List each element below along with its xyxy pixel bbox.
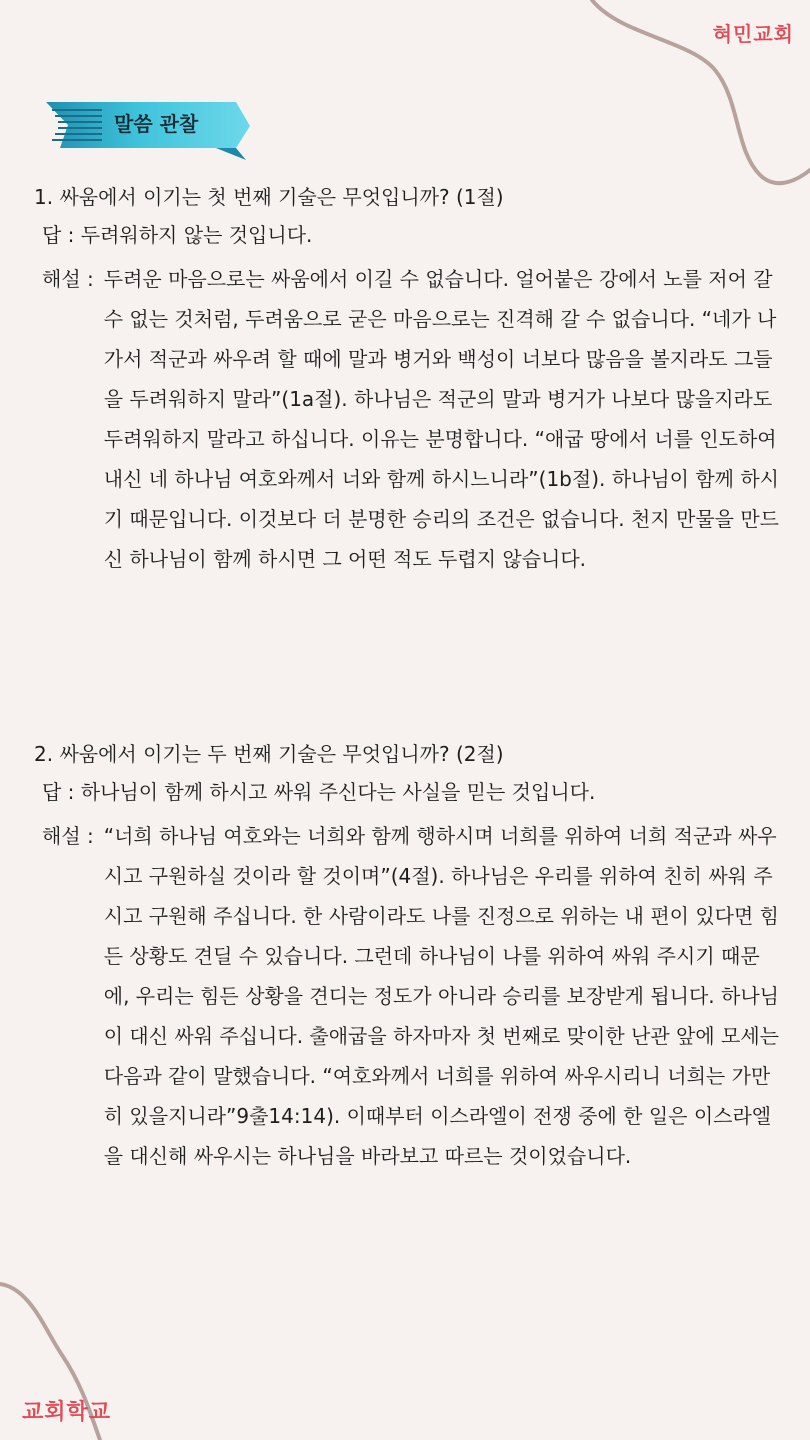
question-text: 1. 싸움에서 이기는 첫 번째 기술은 무엇입니까? (1절) [34, 185, 504, 209]
answer-text: 답 : 하나님이 함께 하시고 싸워 주신다는 사실을 믿는 것입니다. [42, 780, 596, 804]
explanation [42, 816, 779, 1176]
church-school-logo: 교회학교 [22, 1400, 112, 1425]
explanation-text: 두려운 마음으로는 싸움에서 이길 수 없습니다. 얼어붙은 강에서 노를 저어 갈 수 없는 것처럼, 두려움으로 굳은 마음으로는 진격해 갈 수 없습니다. “네가 나가서 적군과 싸우려 할 때에 말과 병거와 백성이 너보다 많음을 볼지라도 그들을 두려워하지 말라”(1a절). 하나님은 적군의 말과 병거가 나보다 많을지라도 두려워하지 말라고 하십니다. 이유는 분명합니다. “애굽 땅에서 너를 인도하여 내신 네 하나님 여호와께서 너와 함께 하시느니라”(1b절). 하나님이 함께 하시기 때문입니다. 이것보다 더 분명한 승리의 조건은 없습니다. 천지 만물을 만드신 하나님이 함께 하시면 그 어떤 적도 두렵지 않습니다. [103, 267, 779, 571]
answer-text: 답 : 두려워하지 않는 것입니다. [42, 223, 313, 247]
question-text: 2. 싸움에서 이기는 두 번째 기술은 무엇입니까? (2절) [34, 742, 504, 766]
section-title: 말씀 관찰 [114, 112, 199, 136]
explanation-text: “너희 하나님 여호와는 너희와 함께 행하시며 너희를 위하여 너희 적군과 싸우시고 구원하실 것이라 할 것이며”(4절). 하나님은 우리를 위하여 친히 싸워 주시고 구원해 주십니다. 한 사람이라도 나를 진정으로 위하는 내 편이 있다면 힘든 상황도 견딜 수 있습니다. 그런데 하나님이 나를 위하여 싸워 주시기 때문에, 우리는 힘든 상황을 견디는 정도가 아니라 승리를 보장받게 됩니다. 하나님이 대신 싸워 주십니다. 출애굽을 하자마자 첫 번째로 맞이한 난관 앞에 모세는 다음과 같이 말했습니다. “여호와께서 너희를 위하여 싸우시리니 너희는 가만히 있을지니라”9출14:14). 이때부터 이스라엘이 전쟁 중에 한 일은 이스라엘을 대신해 싸우시는 하나님을 바라보고 따르는 것이었습니다. [103, 824, 779, 1168]
church-logo-top: 혀민교회 [712, 22, 794, 46]
explanation-label: 해설 : [42, 267, 94, 291]
explanation-label: 해설 : [42, 824, 94, 848]
explanation [42, 259, 779, 579]
question-block-2 [34, 738, 779, 1176]
question-block-1 [34, 181, 779, 579]
